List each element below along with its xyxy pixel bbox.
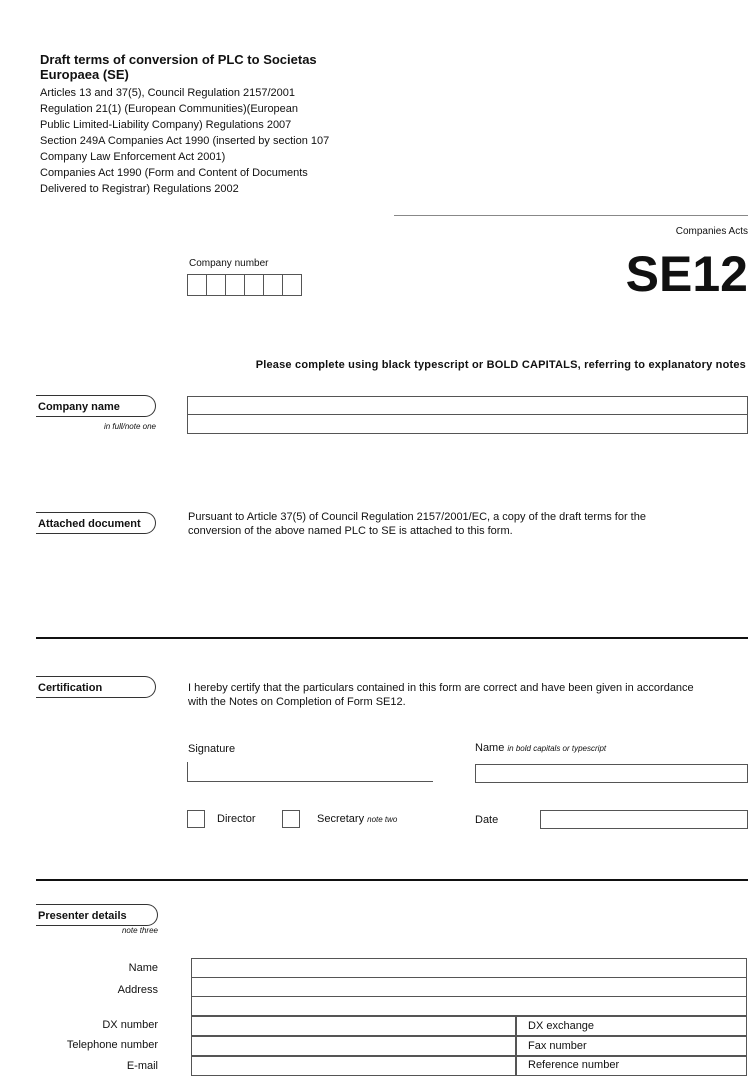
name-field[interactable] bbox=[475, 764, 748, 783]
company-number-boxes[interactable] bbox=[187, 274, 302, 296]
company-number-digit[interactable] bbox=[225, 275, 244, 295]
company-number-label: Company number bbox=[189, 258, 269, 269]
signature-field[interactable] bbox=[187, 762, 433, 782]
legal-line: Regulation 21(1) (European Communities)(European bbox=[40, 103, 299, 115]
signature-label: Signature bbox=[188, 743, 236, 755]
company-number-digit[interactable] bbox=[206, 275, 225, 295]
section-divider bbox=[36, 879, 748, 881]
reference-number-label: Reference number bbox=[528, 1059, 620, 1071]
attached-document-text bbox=[188, 510, 646, 538]
company-name-tab: Company name bbox=[36, 395, 156, 417]
legal-line: Articles 13 and 37(5), Council Regulation 2157/2001 bbox=[40, 87, 295, 99]
date-label: Date bbox=[475, 814, 499, 826]
presenter-dx-number-field[interactable] bbox=[191, 1016, 516, 1036]
presenter-name-field[interactable] bbox=[191, 958, 747, 978]
secretary-label: Secretary bbox=[317, 813, 365, 825]
attached-document-text-line: Pursuant to Article 37(5) of Council Regulation 2157/2001/EC, a copy of the draft terms for the bbox=[188, 511, 646, 523]
presenter-address-field-line1[interactable] bbox=[191, 977, 747, 997]
form-title-line1: Draft terms of conversion of PLC to Societas bbox=[40, 52, 317, 67]
legal-line: Public Limited-Liability Company) Regulations 2007 bbox=[40, 119, 292, 131]
director-checkbox[interactable] bbox=[187, 810, 205, 828]
dx-exchange-label: DX exchange bbox=[528, 1020, 595, 1032]
secretary-label-group bbox=[317, 813, 397, 825]
presenter-address-label: Address bbox=[117, 984, 158, 996]
presenter-address-field-line2[interactable] bbox=[191, 996, 747, 1016]
form-title-line2: Europaea (SE) bbox=[40, 67, 129, 82]
name-label-group bbox=[475, 742, 606, 754]
date-field[interactable] bbox=[540, 810, 748, 829]
attached-document-text-line: conversion of the above named PLC to SE is attached to this form. bbox=[188, 525, 513, 537]
company-number-digit[interactable] bbox=[188, 275, 206, 295]
company-number-digit[interactable] bbox=[244, 275, 263, 295]
secretary-note: note two bbox=[367, 815, 398, 824]
presenter-details-note: note three bbox=[121, 926, 158, 935]
company-name-field-line2[interactable] bbox=[187, 414, 748, 434]
name-label: Name bbox=[475, 742, 505, 754]
form-code: SE12 bbox=[625, 246, 748, 302]
legal-line: Section 249A Companies Act 1990 (inserted by section 107 bbox=[40, 135, 330, 147]
presenter-telephone-field[interactable] bbox=[191, 1036, 516, 1056]
company-number-digit[interactable] bbox=[263, 275, 282, 295]
presenter-email-label: E-mail bbox=[126, 1060, 158, 1072]
certification-text-line: I hereby certify that the particulars contained in this form are correct and have been given in accordance bbox=[188, 682, 694, 694]
presenter-dx-number-label: DX number bbox=[102, 1019, 158, 1031]
company-name-field-line1[interactable] bbox=[187, 396, 748, 415]
form-title bbox=[40, 52, 370, 82]
header-divider bbox=[394, 215, 748, 216]
certification-text bbox=[188, 681, 694, 709]
presenter-email-field[interactable] bbox=[191, 1056, 516, 1076]
legal-line: Companies Act 1990 (Form and Content of Documents bbox=[40, 167, 308, 179]
certification-tab: Certification bbox=[36, 676, 156, 698]
section-divider bbox=[36, 637, 748, 639]
presenter-name-label: Name bbox=[128, 962, 158, 974]
director-label: Director bbox=[217, 813, 256, 825]
company-number-digit[interactable] bbox=[282, 275, 301, 295]
secretary-checkbox[interactable] bbox=[282, 810, 300, 828]
companies-acts-label: Companies Acts bbox=[675, 226, 748, 237]
presenter-details-tab: Presenter details bbox=[36, 904, 158, 926]
legal-line: Company Law Enforcement Act 2001) bbox=[40, 151, 226, 163]
legal-references bbox=[40, 85, 380, 197]
name-note: in bold capitals or typescript bbox=[507, 744, 607, 753]
company-name-note: in full/note one bbox=[103, 422, 156, 431]
completion-instructions: Please complete using black typescript or BOLD CAPITALS, referring to explanatory notes bbox=[255, 359, 746, 371]
fax-number-label: Fax number bbox=[528, 1040, 587, 1052]
certification-text-line: with the Notes on Completion of Form SE12. bbox=[188, 696, 406, 708]
presenter-telephone-label: Telephone number bbox=[66, 1039, 158, 1051]
legal-line: Delivered to Registrar) Regulations 2002 bbox=[40, 183, 239, 195]
attached-document-tab: Attached document bbox=[36, 512, 156, 534]
